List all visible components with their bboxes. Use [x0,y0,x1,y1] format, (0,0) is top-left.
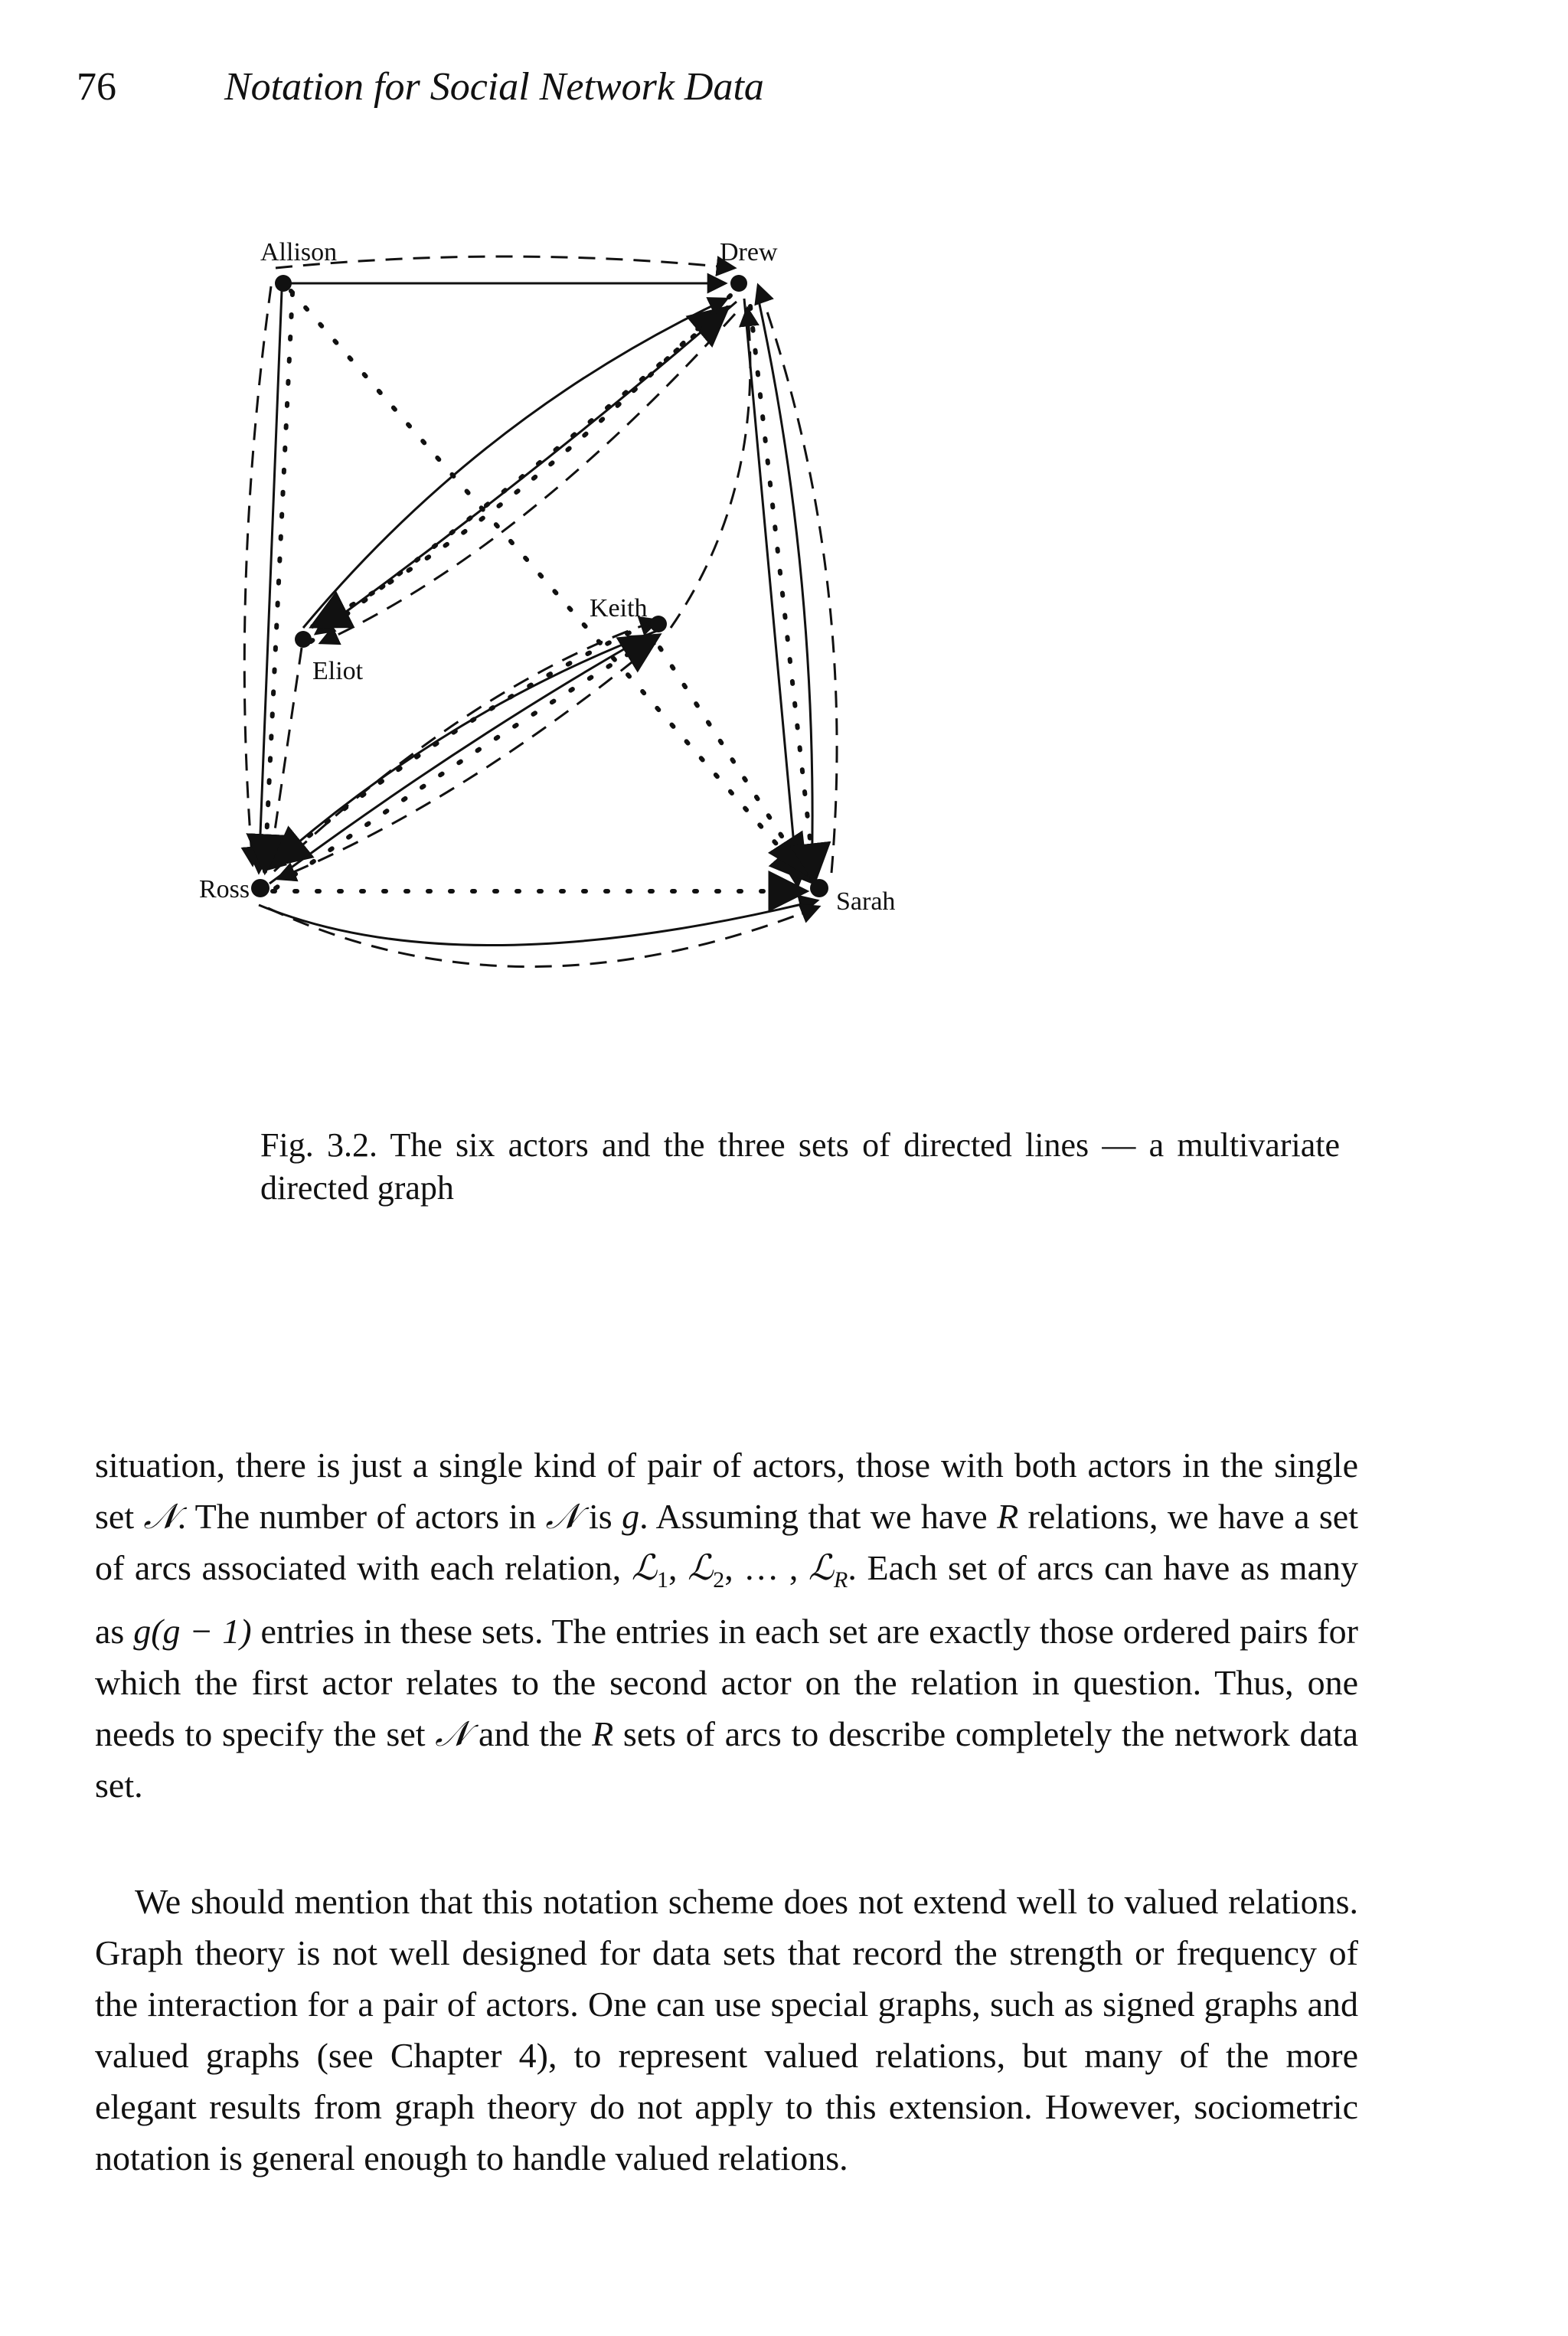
p1-text: , … , [724,1548,808,1587]
figure-3-2-graph [199,222,1302,1103]
figure-caption: Fig. 3.2. The six actors and the three sets of directed lines — a multivariate directed graph [260,1126,1340,1207]
node-sarah [810,879,828,897]
multivariate-digraph [199,222,1302,1103]
arc-drew-sarah-solid-1 [744,299,798,887]
formula-g-g-1: g(g − 1) [133,1612,252,1652]
set-n-symbol: 𝒩 [143,1497,178,1536]
arc-eliot-drew-solid [303,299,727,628]
label-allison: Allison [260,238,338,266]
arc-ross-sarah-dashed [268,907,819,967]
arc-allison-drew-dashed [276,256,735,268]
node-allison [275,275,292,292]
arc-keith-sarah-dotted [660,648,805,873]
subscript-2: 2 [713,1567,725,1593]
var-g: g [622,1497,640,1536]
script-l-symbol: ℒ [808,1548,835,1587]
p1-text: . Each set of arcs can have as many as [95,1548,1359,1652]
page-number: 76 [77,65,116,109]
node-ross [251,879,270,897]
arc-keith-drew-dashed [671,308,750,628]
p1-text: and the [469,1714,593,1754]
arc-eliot-ross-dashed [270,648,302,867]
paragraph-1 [95,1439,1358,1811]
arc-drew-eliot-dashed [320,314,735,643]
relation-3-dotted-arcs [265,291,815,891]
arc-allison-sarah-dotted [291,291,808,880]
relation-2-dashed-arcs [244,256,837,967]
label-keith: Keith [590,594,648,622]
node-eliot [295,631,312,648]
p1-text: sets of arcs to describe completely the network data set. [95,1714,1359,1805]
label-eliot: Eliot [312,657,364,685]
label-drew: Drew [720,238,778,266]
script-l-symbol: ℒ [688,1548,714,1587]
arc-ross-sarah-solid [259,900,818,946]
actor-nodes [251,275,828,897]
running-title: Notation for Social Network Data [224,65,764,109]
set-n-symbol: 𝒩 [435,1714,469,1754]
subscript-1: 1 [656,1567,668,1593]
p1-text: relations, we have a set of arcs associated with each relation, [95,1497,1359,1587]
var-r: R [997,1497,1019,1536]
set-n-symbol: 𝒩 [545,1497,580,1536]
p1-text: . Assuming that we have [639,1497,998,1536]
label-ross: Ross [199,875,250,903]
node-drew [730,275,747,292]
script-l-symbol: ℒ [631,1548,657,1587]
p1-text: entries in these sets. The entries in each set are exactly those ordered pairs for which the first actor relates to the second actor on the relation in question. Thus, one needs to specify the set [95,1612,1358,1754]
arc-drew-eliot-dotted [312,296,730,626]
var-r: R [592,1714,614,1754]
label-sarah: Sarah [836,887,896,916]
arc-allison-ross-dashed [244,286,271,865]
p1-text: is [579,1497,622,1536]
subscript-r: R [834,1567,848,1593]
node-keith [650,616,667,632]
relation-1-solid-arcs [259,283,818,946]
p1-text: . The number of actors in [177,1497,546,1536]
running-head [77,67,764,107]
p1-text: situation, there is just a single kind of pair of actors, those with both actors in the single set [95,1446,1358,1536]
p1-text: , [668,1548,688,1587]
arc-drew-sarah-dotted [750,306,815,880]
paragraph-2: We should mention that this notation scheme does not extend well to valued relations. Graph theory is not well designed for data sets that record the strength or frequency of the interaction for a pair of actors. One can use special graphs, such as signed graphs and valued graphs (see Chapter 4), to represent valued relations, but many of the more elegant results from graph theory do not apply to this extension. However, sociometric notation is general enough to handle valued relations. [95,1882,1358,2178]
